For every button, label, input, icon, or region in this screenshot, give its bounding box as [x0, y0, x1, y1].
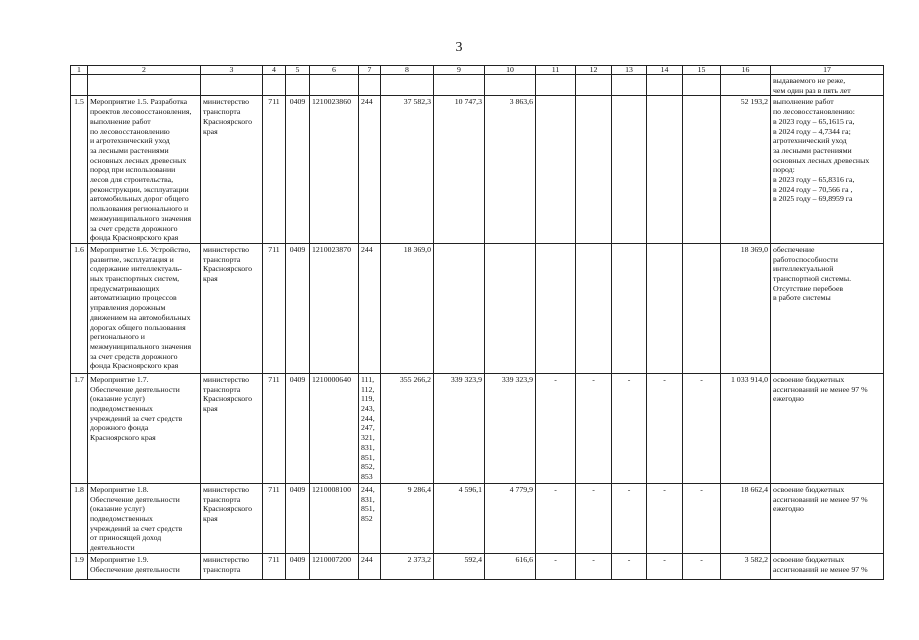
- cell-text-line: ных транспортных систем,: [90, 274, 180, 284]
- cell-col-14: [647, 243, 683, 373]
- cell-text-line: министерство: [203, 484, 250, 494]
- cell-text-line: -: [592, 554, 595, 564]
- cell-text-line: автоматизацию процессов: [90, 293, 177, 303]
- cell-text-line: -: [663, 554, 666, 564]
- cell-activity-description: [88, 483, 201, 553]
- cell-text-line: транспорта: [203, 384, 241, 394]
- cell-text-line: Мероприятие 1.6. Устройство,: [90, 244, 191, 254]
- column-number-10: 10: [485, 66, 536, 75]
- cell-text-line: Красноярского: [203, 504, 253, 514]
- cell-text-line: предусматривающих: [90, 283, 160, 293]
- cell-section-code: [286, 553, 310, 579]
- cell-text-line: пользования регионального и: [90, 204, 189, 214]
- cell-text-line: содержание интеллектуаль-: [90, 264, 182, 274]
- cell-amount-2025: [485, 243, 536, 373]
- cell-total-amount: [721, 243, 771, 373]
- cell-col-15: [683, 75, 721, 96]
- cell-text-line: освоение бюджетных: [773, 484, 845, 494]
- cell-amount-2025: [485, 483, 536, 553]
- cell-text-line: Мероприятие 1.5. Разработка: [90, 97, 188, 107]
- cell-col-11: [536, 483, 576, 553]
- cell-text-line: 112,: [361, 384, 375, 394]
- column-number-9: 9: [434, 66, 485, 75]
- cell-text-line: чем один раз в пять лет: [773, 85, 851, 95]
- cell-text-line: Обеспечение деятельности: [90, 564, 180, 574]
- cell-text-line: за лесными растениями: [90, 145, 169, 155]
- cell-text-line: 4 596,1: [458, 484, 482, 494]
- cell-text-line: -: [554, 484, 557, 494]
- cell-text-line: Обеспечение деятельности: [90, 384, 180, 394]
- cell-text-line: учреждений за счет средств: [90, 413, 183, 423]
- cell-text-line: по лесовосстановлению: [90, 126, 170, 136]
- cell-text-line: лесов для строительства,: [90, 175, 174, 185]
- cell-expected-result: [771, 243, 884, 373]
- cell-responsible-executor: [201, 373, 263, 483]
- cell-col-14: [647, 75, 683, 96]
- cell-text-line: за лесными растениями: [773, 145, 852, 155]
- cell-text-line: деятельности: [90, 543, 135, 553]
- table-row: [71, 553, 884, 579]
- cell-target-article-code: [310, 373, 359, 483]
- cell-text-line: 355 266,2: [399, 374, 431, 384]
- cell-amount-2024: [434, 373, 485, 483]
- cell-text-line: подведомственных: [90, 404, 153, 414]
- cell-text-line: от приносящей доход: [90, 533, 162, 543]
- cell-text-line: 1.9: [74, 554, 84, 564]
- cell-text-line: основных лесных древесных: [773, 155, 870, 165]
- cell-text-line: транспорта: [203, 564, 241, 574]
- cell-col-11: [536, 96, 576, 244]
- cell-col-12: [576, 75, 612, 96]
- cell-col-13: [612, 75, 647, 96]
- column-number-16: 16: [721, 66, 771, 75]
- cell-text-line: 243,: [361, 404, 375, 414]
- cell-text-line: основных лесных древесных: [90, 155, 187, 165]
- cell-amount-2023: [381, 483, 434, 553]
- cell-text-line: в 2024 году – 70,566 га ,: [773, 184, 853, 194]
- cell-grbs-code: [263, 373, 286, 483]
- cell-activity-description: [88, 243, 201, 373]
- cell-col-13: [612, 96, 647, 244]
- cell-text-line: 592,4: [464, 554, 482, 564]
- cell-text-line: дорожного фонда: [90, 423, 149, 433]
- table-row: [71, 373, 884, 483]
- cell-text-line: 244,: [361, 413, 375, 423]
- cell-col-15: [683, 373, 721, 483]
- cell-text-line: Мероприятие 1.8.: [90, 484, 149, 494]
- cell-amount-2025: [485, 75, 536, 96]
- cell-text-line: -: [627, 374, 631, 384]
- table-row: [71, 96, 884, 244]
- cell-col-14: [647, 483, 683, 553]
- cell-responsible-executor: [201, 553, 263, 579]
- cell-col-15: [683, 483, 721, 553]
- cell-section-code: [286, 373, 310, 483]
- cell-text-line: края: [203, 274, 218, 284]
- cell-text-line: 321,: [361, 433, 375, 443]
- cell-total-amount: [721, 373, 771, 483]
- column-number-4: 4: [263, 66, 286, 75]
- cell-text-line: 247,: [361, 423, 375, 433]
- cell-text-line: -: [554, 554, 557, 564]
- cell-grbs-code: [263, 96, 286, 244]
- cell-col-11: [536, 75, 576, 96]
- cell-text-line: -: [663, 484, 666, 494]
- page-number: 3: [455, 40, 463, 55]
- cell-text-line: 2 373,2: [407, 554, 431, 564]
- cell-text-line: 851,: [361, 504, 375, 514]
- cell-text-line: регионального и: [90, 332, 145, 342]
- header-row: [71, 66, 884, 75]
- cell-text-line: фонда Красноярского края: [90, 361, 179, 371]
- cell-col-11: [536, 243, 576, 373]
- cell-text-line: выполнение работ: [90, 116, 151, 126]
- cell-text-line: межмуниципального значения: [90, 341, 192, 351]
- cell-text-line: обеспечение: [773, 244, 815, 254]
- cell-text-line: министерство: [203, 244, 250, 254]
- cell-text-line: 852: [361, 514, 373, 524]
- cell-col-15: [683, 553, 721, 579]
- cell-col-14: [647, 96, 683, 244]
- cell-text-line: края: [203, 126, 218, 136]
- cell-text-line: ассигнований не менее 97 %: [773, 384, 868, 394]
- cell-text-line: 1.6: [74, 244, 84, 254]
- cell-amount-2024: [434, 243, 485, 373]
- cell-amount-2025: [485, 553, 536, 579]
- cell-expense-type-code: [359, 553, 381, 579]
- cell-text-line: 244,: [361, 484, 375, 494]
- cell-text-line: в 2023 году – 65,1615 га,: [773, 116, 855, 126]
- cell-total-amount: [721, 553, 771, 579]
- cell-text-line: управления дорожным: [90, 303, 166, 313]
- cell-text-line: -: [627, 554, 631, 564]
- cell-text-line: -: [592, 484, 595, 494]
- cell-text-line: 853: [361, 471, 373, 481]
- column-number-14: 14: [647, 66, 683, 75]
- cell-text-line: 4 779,9: [509, 484, 533, 494]
- cell-text-line: развитие, эксплуатация и: [90, 254, 174, 264]
- cell-text-line: ежегодно: [773, 504, 804, 514]
- cell-text-line: 0409: [289, 244, 306, 254]
- cell-expense-type-code: [359, 373, 381, 483]
- cell-amount-2025: [485, 373, 536, 483]
- cell-target-article-code: [310, 96, 359, 244]
- cell-text-line: 244: [361, 554, 373, 564]
- cell-text-line: подведомственных: [90, 514, 153, 524]
- cell-text-line: 0409: [289, 484, 306, 494]
- cell-expense-type-code: [359, 96, 381, 244]
- table-row: [71, 243, 884, 373]
- cell-text-line: выполнение работ: [773, 97, 834, 107]
- cell-amount-2025: [485, 96, 536, 244]
- cell-text-line: 831,: [361, 494, 375, 504]
- cell-text-line: пород:: [773, 165, 795, 175]
- cell-col-12: [576, 483, 612, 553]
- cell-text-line: -: [700, 484, 703, 494]
- cell-total-amount: [721, 483, 771, 553]
- cell-text-line: в 2023 году – 65,8316 га,: [773, 175, 855, 185]
- column-number-6: 6: [310, 66, 359, 75]
- column-number-1: 1: [71, 66, 88, 75]
- cell-text-line: края: [203, 514, 218, 524]
- column-number-13: 13: [612, 66, 647, 75]
- cell-text-line: в работе системы: [773, 293, 831, 303]
- column-number-5: 5: [286, 66, 310, 75]
- cell-text-line: за счет средств дорожного: [90, 223, 178, 233]
- cell-section-code: [286, 96, 310, 244]
- cell-expected-result: [771, 483, 884, 553]
- cell-text-line: (оказание услуг): [90, 394, 145, 404]
- cell-text-line: пород при использовании: [90, 165, 176, 175]
- cell-target-article-code: [310, 75, 359, 96]
- cell-text-line: работоспособности: [773, 254, 838, 264]
- cell-text-line: 18 369,0: [740, 244, 768, 254]
- cell-col-14: [647, 373, 683, 483]
- cell-text-line: 18 662,4: [740, 484, 768, 494]
- table-body: [71, 66, 884, 580]
- cell-col-13: [612, 483, 647, 553]
- cell-text-line: 711: [268, 484, 280, 494]
- cell-expense-type-code: [359, 243, 381, 373]
- cell-grbs-code: [263, 553, 286, 579]
- cell-amount-2023: [381, 553, 434, 579]
- cell-section-code: [286, 483, 310, 553]
- cell-text-line: ассигнований не менее 97 %: [773, 564, 868, 574]
- cell-row-number: [71, 483, 88, 553]
- cell-text-line: проектов лесовосстановления,: [90, 107, 192, 117]
- column-number-3: 3: [201, 66, 263, 75]
- cell-text-line: Обеспечение деятельности: [90, 494, 180, 504]
- cell-text-line: 339 323,9: [450, 374, 482, 384]
- cell-text-line: межмуниципального значения: [90, 213, 192, 223]
- column-number-12: 12: [576, 66, 612, 75]
- cell-row-number: [71, 553, 88, 579]
- cell-text-line: освоение бюджетных: [773, 374, 845, 384]
- cell-col-12: [576, 243, 612, 373]
- cell-text-line: движением на автомобильных: [90, 312, 191, 322]
- cell-text-line: 244: [361, 97, 373, 107]
- cell-text-line: 1210000640: [312, 374, 351, 384]
- cell-text-line: в 2024 году – 4,7344 га;: [773, 126, 851, 136]
- cell-col-13: [612, 373, 647, 483]
- cell-responsible-executor: [201, 243, 263, 373]
- cell-target-article-code: [310, 553, 359, 579]
- cell-col-14: [647, 553, 683, 579]
- cell-text-line: 10 747,3: [454, 97, 482, 107]
- cell-text-line: 0409: [289, 554, 306, 564]
- cell-text-line: -: [554, 374, 557, 384]
- cell-expected-result: [771, 75, 884, 96]
- column-number-8: 8: [381, 66, 434, 75]
- cell-text-line: 711: [268, 244, 280, 254]
- cell-text-line: 119,: [361, 394, 375, 404]
- cell-col-12: [576, 553, 612, 579]
- cell-text-line: интеллектуальной: [773, 264, 834, 274]
- cell-text-line: 3 582,2: [744, 554, 768, 564]
- cell-text-line: 1.5: [74, 97, 84, 107]
- cell-responsible-executor: [201, 75, 263, 96]
- cell-text-line: по лесовосстановлению:: [773, 107, 855, 117]
- cell-text-line: министерство: [203, 97, 250, 107]
- cell-grbs-code: [263, 483, 286, 553]
- cell-activity-description: [88, 96, 201, 244]
- cell-text-line: -: [700, 554, 703, 564]
- cell-row-number: [71, 373, 88, 483]
- cell-col-15: [683, 96, 721, 244]
- cell-text-line: 339 323,9: [501, 374, 533, 384]
- column-number-17: 17: [771, 66, 884, 75]
- cell-text-line: ежегодно: [773, 394, 804, 404]
- cell-text-line: за счет средств дорожного: [90, 351, 178, 361]
- cell-text-line: 244: [361, 244, 373, 254]
- cell-text-line: Красноярского: [203, 116, 253, 126]
- cell-text-line: -: [627, 484, 631, 494]
- column-number-11: 11: [536, 66, 576, 75]
- table-row: [71, 75, 884, 96]
- cell-target-article-code: [310, 243, 359, 373]
- cell-col-11: [536, 553, 576, 579]
- cell-text-line: транспорта: [203, 494, 241, 504]
- cell-text-line: реконструкции, эксплуатации: [90, 184, 189, 194]
- cell-expense-type-code: [359, 75, 381, 96]
- cell-col-12: [576, 96, 612, 244]
- cell-text-line: 1210008100: [312, 484, 351, 494]
- cell-text-line: 3 863,6: [509, 97, 533, 107]
- cell-target-article-code: [310, 483, 359, 553]
- cell-text-line: 711: [268, 97, 280, 107]
- cell-text-line: Мероприятие 1.9.: [90, 554, 149, 564]
- cell-total-amount: [721, 75, 771, 96]
- cell-text-line: -: [700, 374, 703, 384]
- cell-text-line: Красноярского: [203, 394, 253, 404]
- cell-text-line: министерство: [203, 374, 250, 384]
- cell-col-13: [612, 553, 647, 579]
- cell-activity-description: [88, 553, 201, 579]
- cell-text-line: 111,: [361, 374, 375, 384]
- cell-text-line: дорогах общего пользования: [90, 322, 186, 332]
- cell-text-line: 52 193,2: [740, 97, 768, 107]
- cell-text-line: учреждений за счет средств: [90, 523, 183, 533]
- cell-text-line: (оказание услуг): [90, 504, 145, 514]
- cell-text-line: транспорта: [203, 254, 241, 264]
- cell-text-line: 831,: [361, 442, 375, 452]
- cell-amount-2023: [381, 243, 434, 373]
- cell-col-11: [536, 373, 576, 483]
- cell-amount-2024: [434, 96, 485, 244]
- cell-col-13: [612, 243, 647, 373]
- program-activities-table: [70, 65, 884, 580]
- cell-text-line: 1210023870: [312, 244, 351, 254]
- cell-text-line: Отсутствие перебоев: [773, 283, 844, 293]
- cell-text-line: 711: [268, 374, 280, 384]
- cell-text-line: транспорта: [203, 107, 241, 117]
- cell-text-line: -: [663, 374, 666, 384]
- cell-text-line: автомобильных дорог общего: [90, 194, 189, 204]
- cell-row-number: [71, 75, 88, 96]
- cell-section-code: [286, 75, 310, 96]
- cell-text-line: транспортной системы.: [773, 274, 852, 284]
- cell-amount-2024: [434, 553, 485, 579]
- cell-expected-result: [771, 553, 884, 579]
- cell-text-line: ассигнований не менее 97 %: [773, 494, 868, 504]
- cell-amount-2023: [381, 75, 434, 96]
- column-number-2: 2: [88, 66, 201, 75]
- cell-text-line: 9 286,4: [407, 484, 431, 494]
- cell-text-line: 1.7: [74, 374, 84, 384]
- cell-expected-result: [771, 373, 884, 483]
- cell-responsible-executor: [201, 483, 263, 553]
- cell-expense-type-code: [359, 483, 381, 553]
- cell-responsible-executor: [201, 96, 263, 244]
- cell-text-line: фонда Красноярского края: [90, 233, 179, 243]
- cell-expected-result: [771, 96, 884, 244]
- cell-text-line: 1210007200: [312, 554, 351, 564]
- cell-text-line: 711: [268, 554, 280, 564]
- cell-amount-2023: [381, 96, 434, 244]
- cell-col-15: [683, 243, 721, 373]
- cell-col-12: [576, 373, 612, 483]
- cell-row-number: [71, 96, 88, 244]
- cell-amount-2024: [434, 75, 485, 96]
- column-number-7: 7: [359, 66, 381, 75]
- cell-text-line: министерство: [203, 554, 250, 564]
- cell-text-line: Мероприятие 1.7.: [90, 374, 149, 384]
- cell-text-line: и агротехнический уход: [90, 136, 170, 146]
- cell-section-code: [286, 243, 310, 373]
- cell-activity-description: [88, 75, 201, 96]
- cell-text-line: 852,: [361, 462, 375, 472]
- cell-amount-2024: [434, 483, 485, 553]
- cell-text-line: Красноярского края: [90, 433, 156, 443]
- cell-text-line: 0409: [289, 97, 306, 107]
- cell-text-line: 37 582,3: [403, 97, 431, 107]
- cell-text-line: 616,6: [515, 554, 533, 564]
- cell-text-line: -: [592, 374, 595, 384]
- cell-text-line: края: [203, 404, 218, 414]
- cell-text-line: 1.8: [74, 484, 84, 494]
- cell-text-line: 0409: [289, 374, 306, 384]
- table-row: [71, 483, 884, 553]
- cell-activity-description: [88, 373, 201, 483]
- cell-text-line: в 2025 году – 69,8959 га: [773, 194, 853, 204]
- cell-text-line: освоение бюджетных: [773, 554, 845, 564]
- cell-row-number: [71, 243, 88, 373]
- cell-text-line: 1210023860: [312, 97, 351, 107]
- cell-text-line: выдаваемого не реже,: [773, 76, 846, 85]
- cell-text-line: 851,: [361, 452, 375, 462]
- cell-text-line: 18 369,0: [403, 244, 431, 254]
- cell-text-line: агротехнический уход: [773, 136, 847, 146]
- cell-text-line: 1 033 914,0: [730, 374, 768, 384]
- cell-text-line: Красноярского: [203, 264, 253, 274]
- cell-grbs-code: [263, 243, 286, 373]
- column-number-15: 15: [683, 66, 721, 75]
- cell-amount-2023: [381, 373, 434, 483]
- cell-grbs-code: [263, 75, 286, 96]
- cell-total-amount: [721, 96, 771, 244]
